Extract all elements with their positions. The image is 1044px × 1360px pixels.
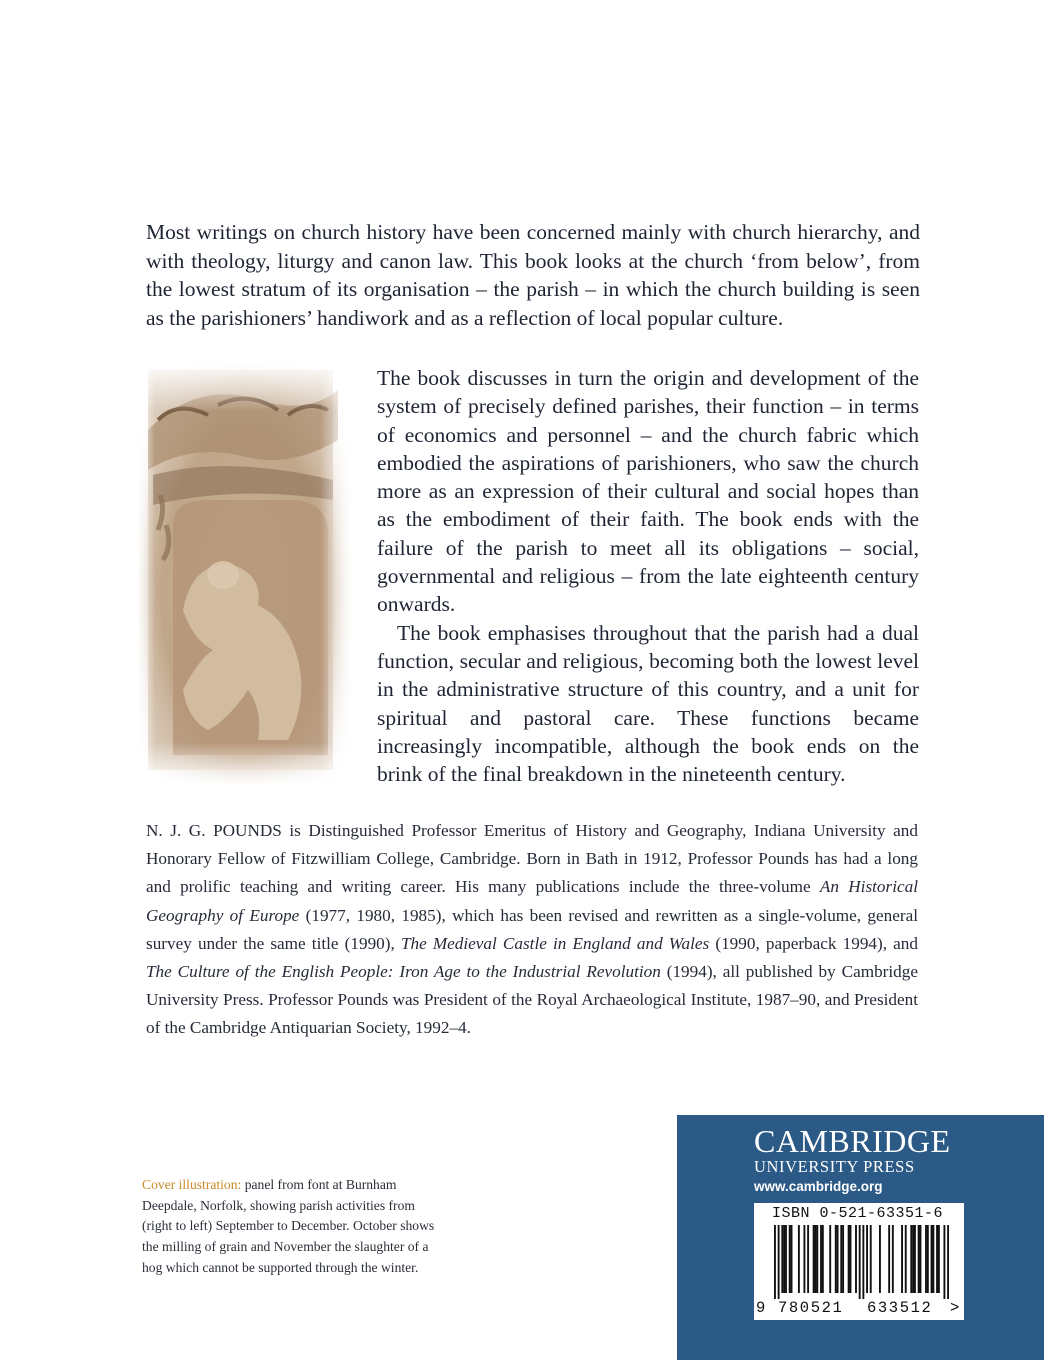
barcode-bar [910,1225,912,1293]
barcode-first-digit: 9 [756,1299,766,1317]
cover-credit [142,1175,442,1279]
barcode-bar [925,1225,927,1293]
barcode-bar [774,1225,776,1299]
bio-text-1: N. J. G. POUNDS is Distinguished Professor Emeritus of History and Geography, Indiana University and Honorary Fellow of Fitzwilliam College, Cambridge. Born in Bath in 1912, Professor Pounds has had a long and prolific teaching and writing career. His many publications include the three-volume [146,821,918,897]
barcode-bar [892,1225,894,1293]
bio-book-title-1: An Historical Geography of Europe [146,877,918,925]
barcode-bar [918,1225,920,1293]
description-paragraph-2: The book emphasises throughout that the parish had a dual function, secular and religious, becoming both the lowest level in the administrative structure of this country, and a unit for spiritual and pastoral care. These functions became increasingly incompatible, although the book ends on the brink of the final breakdown in the nineteenth century. [377,620,919,787]
barcode-bar [791,1225,793,1293]
bio-book-title-3: The Culture of the English People: Iron Age to the Industrial Revolution [146,962,661,982]
bio-text-2: (1977, 1980, 1985), which has been revised and rewritten as a single-volume, general survey under the same title (1990), [146,905,918,953]
barcode-bar [842,1225,844,1293]
barcode-bar [879,1225,881,1293]
barcode-bar [920,1225,922,1293]
barcode-bar [785,1225,787,1293]
barcode-bar [927,1225,929,1293]
author-bio [146,817,918,1043]
barcode-bar [859,1225,861,1299]
barcode-bar [870,1225,872,1293]
barcode-bar [938,1225,940,1293]
barcode-bar [820,1225,822,1293]
barcode-bar [778,1225,780,1299]
barcode-bar [783,1225,785,1293]
intro-paragraph: Most writings on church history have been concerned mainly with church hierarchy, and with theology, liturgy and canon law. This book looks at the church ‘from below’, from the lowest stratum of its organisation – the parish – in which the church building is seen as the parishioners’ handiwork and as a reflection of local popular culture. [146,220,920,330]
barcode-bar [932,1225,934,1293]
barcode-bar [905,1225,907,1293]
barcode-bar [943,1225,945,1299]
barcode-bar [866,1225,868,1293]
barcode-bar [813,1225,815,1293]
barcode-bar [947,1225,949,1299]
barcode-bar [855,1225,857,1293]
description-column [377,364,919,788]
isbn-label: ISBN 0-521-63351-6 [772,1205,944,1222]
barcode-bar [850,1225,852,1293]
barcode-bar [807,1225,809,1293]
barcode-bar [798,1225,800,1293]
barcode-bar [931,1225,933,1293]
barcode-bar [803,1225,805,1293]
barcode-bar [912,1225,914,1293]
description-paragraph-1: The book discusses in turn the origin and development of the system of precisely defined parishes, their function – in terms of economics and personnel – and the church fabric which embodied the aspirations of parishioners, who saw the church more as an expression of their cultural and social hopes than as the embodiment of their faith. The book ends with the failure of the parish to meet all its obligations – social, governmental and religious – from the late eighteenth century onwards. [377,366,919,617]
barcode-box [754,1203,964,1320]
cover-illustration-image [138,360,352,785]
barcode-bar [829,1225,831,1293]
barcode-bar [914,1225,916,1293]
barcode-bar [835,1225,837,1293]
barcode-arrow: > [950,1299,960,1317]
barcode-bar [789,1225,791,1293]
barcode-bar [822,1225,824,1293]
barcode-bar [816,1225,818,1293]
barcode-bar [848,1225,850,1293]
barcode-bar [837,1225,839,1293]
cover-credit-label: Cover illustration: [142,1177,242,1192]
barcode-bar [888,1225,890,1293]
barcode-bar [840,1225,842,1293]
cover-credit-text: panel from font at Burnham Deepdale, Norfolk, showing parish activities from (right to left) September to December. October shows the milling of grain and November the slaughter of a hog which cannot be supported through the winter. [142,1177,435,1275]
barcode-right-digits: 633512 [867,1299,933,1317]
barcode-bar [781,1225,783,1293]
barcode-bar [901,1225,903,1293]
barcode-bar [815,1225,817,1293]
publisher-url: www.cambridge.org [754,1179,883,1194]
bio-book-title-2: The Medieval Castle in England and Wales [400,933,710,953]
barcode-left-digits: 780521 [778,1299,844,1317]
barcode-bar [936,1225,938,1293]
publisher-subtitle: UNIVERSITY PRESS [754,1157,915,1176]
bio-text-3: (1990, paperback 1994), and [709,933,918,953]
barcode-bar [862,1225,864,1299]
barcode-digits [756,1299,962,1319]
bio-text-4: (1994), all published by Cambridge University Press. Professor Pounds was President of the Royal Archaeological Institute, 1987–90, and President of the Cambridge Antiquarian Society, 1992–4. [146,962,918,1038]
barcode-bars [774,1225,949,1299]
publisher-name: CAMBRIDGE [754,1123,951,1159]
